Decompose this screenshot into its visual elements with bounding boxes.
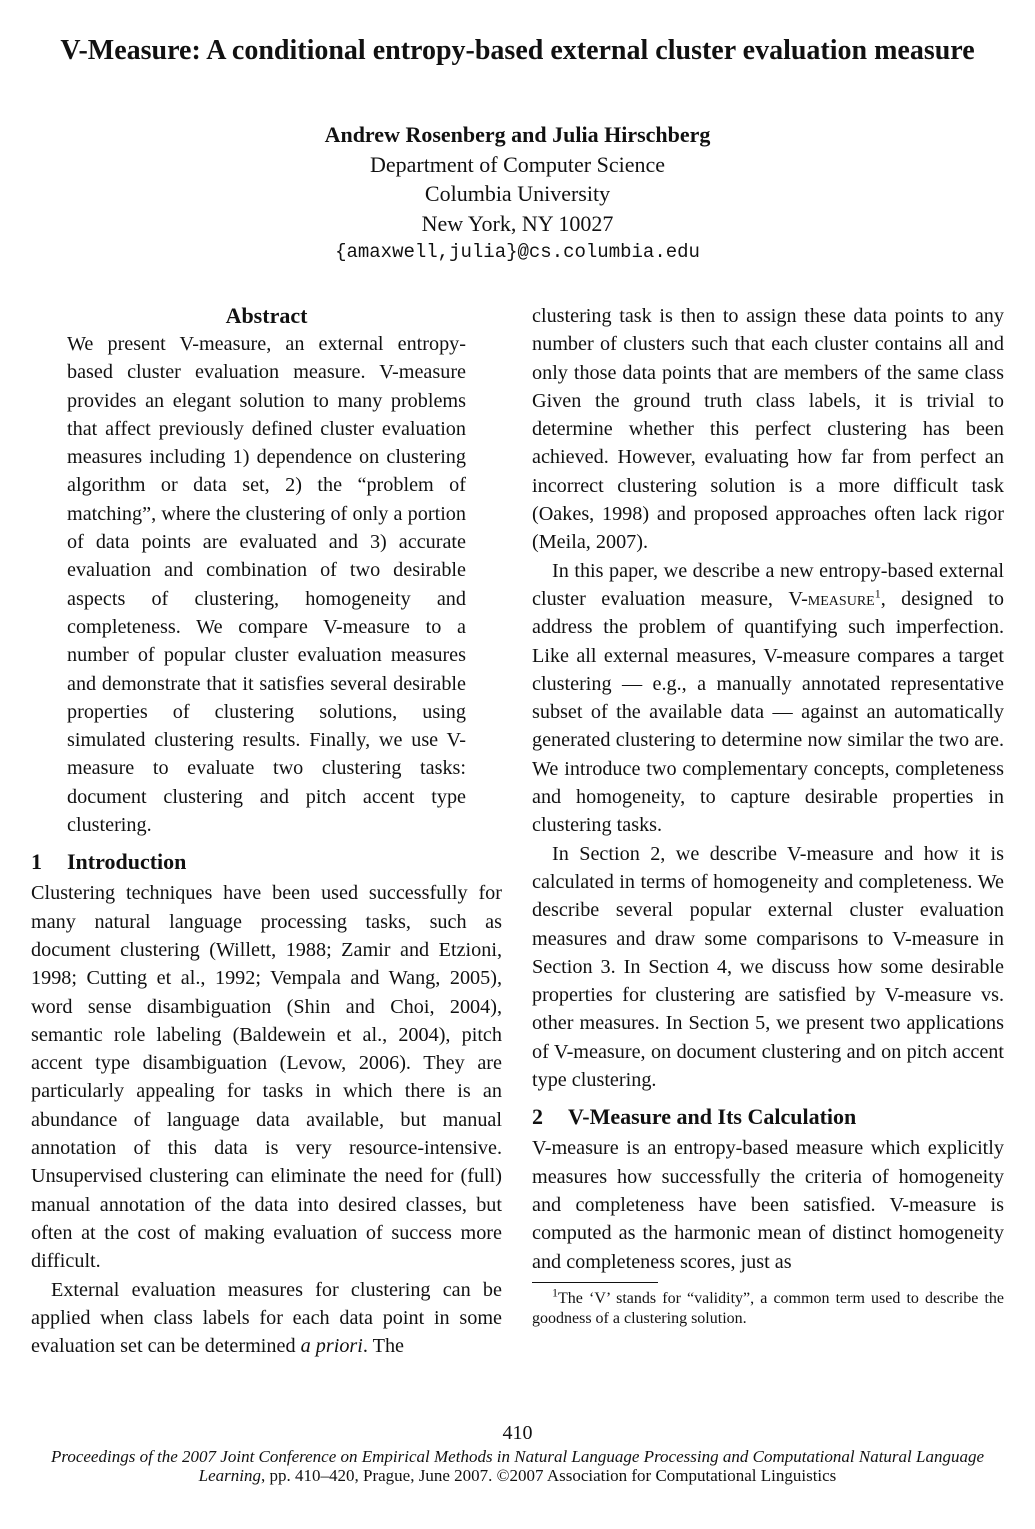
section-1-title: Introduction	[67, 849, 187, 875]
footnote	[532, 1285, 1004, 1329]
intro-paragraph-3	[532, 557, 1004, 840]
section-2-heading	[532, 1102, 1004, 1132]
footnote-text: The ‘V’ stands for “validity”, a common term used to describe the goodness of a clustering solution.	[532, 1289, 1004, 1327]
intro-p3-text: In this paper, we describe a new entropy-based external cluster evaluation measure,	[532, 559, 1004, 610]
section-2-title: V-Measure and Its Calculation	[568, 1104, 857, 1130]
abstract-heading: Abstract	[225, 303, 308, 328]
section-2-number: 2	[532, 1104, 543, 1130]
affiliation-department: Department of Computer Science	[369, 151, 666, 177]
right-column	[532, 302, 1004, 1329]
proceedings-footer	[40, 1447, 995, 1485]
author-names: Andrew Rosenberg and Julia Hirschberg	[324, 122, 711, 147]
footnote-rule	[532, 1282, 658, 1283]
intro-p2-end: . The	[362, 1335, 405, 1358]
intro-p2-italic: a priori	[300, 1335, 363, 1358]
intro-paragraph-4: In Section 2, we describe V-measure and how it is calculated in terms of homogeneity and completeness. We describe several popular external cluster evaluation measures and draw some comparisons to V-measure in Section 3. In Section 4, we discuss how some desirable properties for clustering are satisfied by V-measure vs. other measures. In Section 5, we present two applications of V-measure, on document clustering and on pitch accent type clustering.	[532, 842, 1004, 1092]
affiliation-university: Columbia University	[424, 181, 611, 206]
author-block	[160, 120, 875, 268]
footnote-mark: 1	[552, 1285, 558, 1300]
proceedings-details: , pp. 410–420, Prague, June 2007. ©2007 Association for Computational Linguistics	[261, 1466, 837, 1485]
affiliation-address: New York, NY 10027	[421, 210, 614, 236]
footnote-ref[interactable]: 1	[874, 586, 881, 601]
paper-title: V-Measure: A conditional entropy-based external cluster evaluation measure	[60, 35, 975, 66]
vmeasure-smallcaps: V-measure	[788, 587, 875, 610]
section-1-number: 1	[31, 849, 42, 875]
intro-paragraph-1: Clustering techniques have been used successfully for many natural language processing tasks, such as document clustering (Willett, 1988; Zamir and Etzioni, 1998; Cutting et al., 1992; Vempala and Wang, 2005), word sense disambiguation (Shin and Choi, 2004), semantic role labeling (Baldewein et al., 2004), pitch accent type disambiguation (Levow, 2006). They are particularly appealing for tasks in which there is an abundance of language data available, but manual annotation of this data is very resource-intensive. Unsupervised clustering can eliminate the need for (full) manual annotation of the data into desired classes, but often at the cost of making evaluation of success more difficult.	[31, 882, 502, 1273]
proceedings-venue: Proceedings of the 2007 Joint Conference on Empirical Methods in Natural Language Processing and Computational Natural Language Learning	[50, 1447, 985, 1485]
left-column	[31, 302, 502, 1360]
intro-p2-text: External evaluation measures for clustering can be applied when class labels for each data point in some evaluation set can be determined	[31, 1278, 502, 1358]
page-number: 410	[502, 1422, 533, 1444]
author-email: {amaxwell,julia}@cs.columbia.edu	[335, 241, 700, 263]
intro-paragraph-2	[31, 1276, 502, 1361]
intro-paragraph-2-continued: clustering task is then to assign these data points to any number of clusters such that each cluster contains all and only those data points that are members of the same class Given the ground truth class labels, it is trivial to determine whether this perfect clustering has been achieved. However, evaluating how far from perfect an incorrect clustering solution is a more difficult task (Oakes, 1998) and proposed approaches often lack rigor (Meila, 2007).	[532, 305, 1004, 554]
intro-p3-end: , designed to address the problem of quantifying such imperfection. Like all external measures, V-measure compares a target clustering — e.g., a manually annotated representative subset of the available data — against an automatically generated clustering to determine now similar the two are. We introduce two complementary concepts, completeness and homogeneity, to capture desirable properties in clustering tasks.	[532, 587, 1004, 837]
section-2-paragraph-1: V-measure is an entropy-based measure which explicitly measures how successfully the criteria of homogeneity and completeness have been satisfied. V-measure is computed as the harmonic mean of distinct homogeneity and completeness scores, just as	[532, 1137, 1004, 1273]
abstract-text: We present V-measure, an external entropy-based cluster evaluation measure. V-measure provides an elegant solution to many problems that affect previously defined cluster evaluation measures including 1) dependence on clustering algorithm or data set, 2) the “problem of matching”, where the clustering of only a portion of data points are evaluated and 3) accurate evaluation and combination of two desirable aspects of clustering, homogeneity and completeness. We compare V-measure to a number of popular cluster evaluation measures and demonstrate that it satisfies several desirable properties of clustering solutions, using simulated clustering results. Finally, we use V-measure to evaluate two clustering tasks: document clustering and pitch accent type clustering.	[67, 333, 466, 837]
section-1-heading	[31, 847, 502, 877]
